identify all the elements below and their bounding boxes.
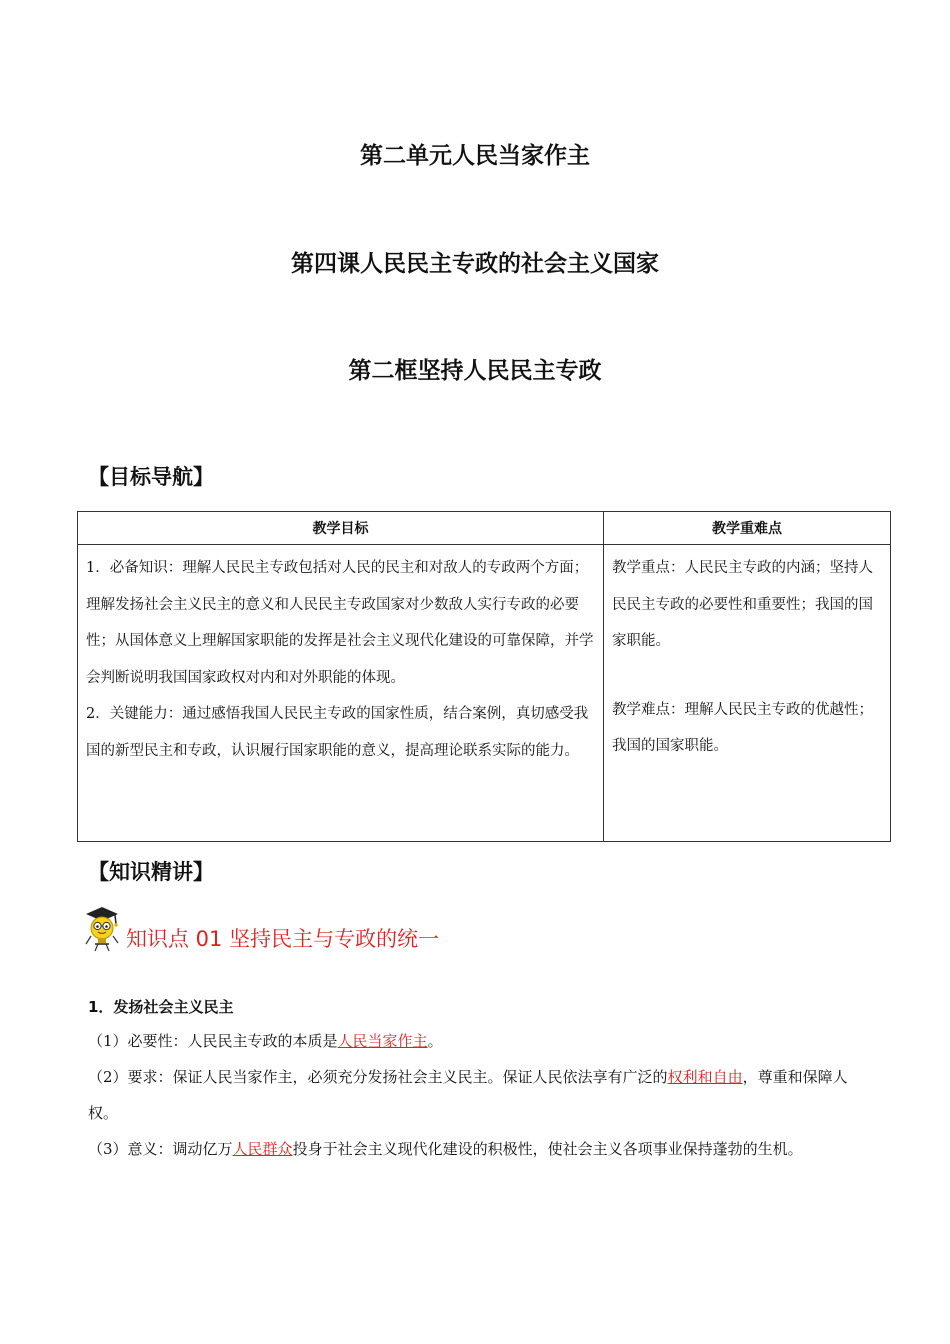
knowledge-point-label: 知识点 01 坚持民主与专政的统一 <box>126 927 440 951</box>
graduate-bulb-icon <box>82 904 122 958</box>
item-text: 。 <box>427 1032 443 1050</box>
goals-table <box>77 511 891 842</box>
item-text: （3）意义：调动亿万 <box>88 1140 233 1158</box>
key-point: 教学重点：人民民主专政的内涵；坚持人民民主专政的必要性和重要性；我国的国家职能。 <box>612 560 873 649</box>
section-heading-knowledge: 【知识精讲】 <box>88 860 214 884</box>
goal-knowledge: 1．必备知识：理解人民民主专政包括对人民的民主和对敌人的专政两个方面；理解发扬社会主义民主的意义和人民民主专政国家对少数敌人实行专政的必要性；从国体意义上理解国家职能的发挥是社会主义现代化建设的可靠保障，并学会判断说明我国国家政权对内和对外职能的体现。 <box>86 560 594 686</box>
item-necessity <box>88 1023 868 1059</box>
lesson-title: 第四课人民民主专政的社会主义国家 <box>291 251 659 277</box>
item-text: ，尊重和保障人权。 <box>88 1068 848 1122</box>
goal-ability: 2．关键能力：通过感悟我国人民民主专政的国家性质，结合案例，真切感受我国的新型民主和专政，认识履行国家职能的意义，提高理论联系实际的能力。 <box>86 706 589 759</box>
subsection-title: 1．发扬社会主义民主 <box>88 998 234 1016</box>
teaching-goals-cell <box>78 545 604 842</box>
knowledge-point-heading <box>82 905 439 957</box>
keyword-highlight: 人民群众 <box>232 1140 293 1158</box>
unit-title: 第二单元人民当家作主 <box>360 143 590 169</box>
item-significance <box>88 1131 868 1167</box>
keyword-highlight: 权利和自由 <box>667 1068 743 1086</box>
table-header-key-points: 教学重难点 <box>604 512 891 545</box>
item-text: 投身于社会主义现代化建设的积极性，使社会主义各项事业保持蓬勃的生机。 <box>292 1140 803 1158</box>
keyword-highlight: 人民当家作主 <box>337 1032 428 1050</box>
section-heading-goals: 【目标导航】 <box>88 465 214 489</box>
item-requirement <box>88 1059 868 1131</box>
item-text: （1）必要性：人民民主专政的本质是 <box>88 1032 338 1050</box>
key-points-cell <box>604 545 891 842</box>
difficult-point: 教学难点：理解人民民主专政的优越性；我国的国家职能。 <box>612 701 873 754</box>
frame-title: 第二框坚持人民民主专政 <box>348 358 602 384</box>
table-header-teaching-goals: 教学目标 <box>78 512 604 545</box>
item-text: （2）要求：保证人民当家作主，必须充分发扬社会主义民主。保证人民依法享有广泛的 <box>88 1068 668 1086</box>
